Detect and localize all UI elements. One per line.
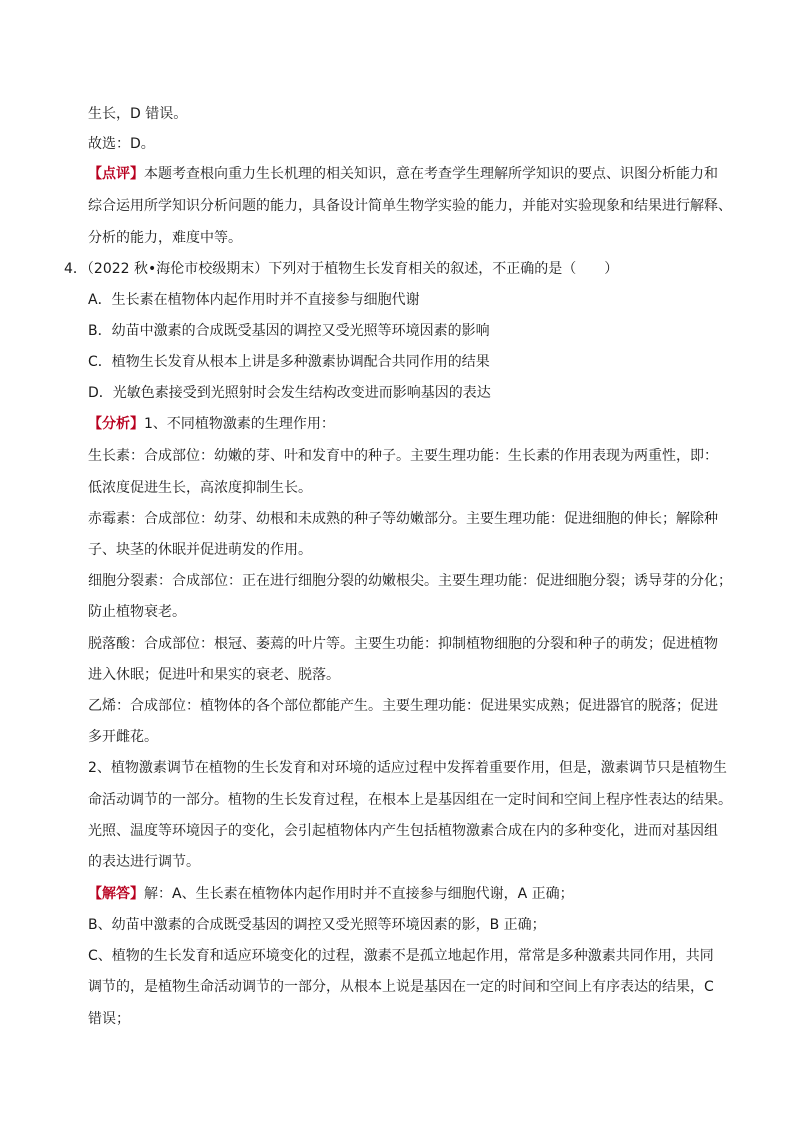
text-line: 【分析】1、不同植物激素的生理作用： (88, 416, 335, 432)
text-line: 【点评】本题考查根向重力生长机理的相关知识，意在考查学生理解所学知识的要点、识图分析能力和 (88, 166, 718, 182)
text-line: 调节的，是植物生命活动调节的一部分，从根本上说是基因在一定的时间和空间上有序表达的结果，C (88, 979, 714, 995)
text-line: 多开雌花。 (88, 729, 158, 745)
text-line: 进入休眠；促进叶和果实的衰老、脱落。 (88, 667, 340, 683)
option-a: A．生长素在植物体内起作用时并不直接参与细胞代谢 (88, 292, 420, 308)
text-line: 乙烯：合成部位：植物体的各个部位都能产生。主要生理功能：促进果实成熟；促进器官的脱落；促进 (88, 698, 718, 714)
text-line: 细胞分裂素：合成部位：正在进行细胞分裂的幼嫩根尖。主要生理功能：促进细胞分裂；诱导芽的分化； (88, 573, 732, 589)
text-line: 防止植物衰老。 (88, 604, 186, 620)
question-line: 4．（2022 秋•海伦市校级期末）下列对于植物生长发育相关的叙述，不正确的是（ ） (64, 261, 619, 277)
text-line: 命活动调节的一部分。植物的生长发育过程，在根本上是基因组在一定时间和空间上程序性表达的结果。 (88, 792, 732, 808)
text-line: 的表达进行调节。 (88, 854, 200, 870)
option-c: C．植物生长发育从根本上讲是多种激素协调配合共同作用的结果 (88, 354, 490, 370)
comment-tag: 【点评】 (88, 166, 144, 182)
text-line: 分析的能力，难度中等。 (88, 230, 242, 246)
text-line: 低浓度促进生长，高浓度抑制生长。 (88, 480, 312, 496)
text-line: C、植物的生长发育和适应环境变化的过程，激素不是孤立地起作用，常常是多种激素共同作用，共同 (88, 948, 714, 964)
option-b: B．幼苗中激素的合成既受基因的调控又受光照等环境因素的影响 (88, 323, 490, 339)
text-line: 综合运用所学知识分析问题的能力，具备设计简单生物学实验的能力，并能对实验现象和结果进行解释、 (88, 198, 732, 214)
answer-tag: 【解答】 (88, 886, 144, 902)
text-line: 脱落酸：合成部位：根冠、萎蔫的叶片等。主要生功能：抑制植物细胞的分裂和种子的萌发；促进植物 (88, 636, 718, 652)
text-line: 错误； (88, 1011, 130, 1027)
text-line: B、幼苗中激素的合成既受基因的调控又受光照等环境因素的影，B 正确； (88, 917, 546, 933)
text-line: 生长素：合成部位：幼嫩的芽、叶和发育中的种子。主要生理功能：生长素的作用表现为两重性，即： (88, 448, 718, 464)
text-line: 【解答】解：A、生长素在植物体内起作用时并不直接参与细胞代谢，A 正确； (88, 886, 574, 902)
text-line: 生长，D 错误。 (88, 106, 188, 122)
text-line: 光照、温度等环境因子的变化，会引起植物体内产生包括植物激素合成在内的多种变化，进而对基因组 (88, 823, 718, 839)
text-line: 赤霉素：合成部位：幼芽、幼根和未成熟的种子等幼嫩部分。主要生理功能：促进细胞的伸长；解除种 (88, 511, 718, 527)
text-line: 子、块茎的休眠并促进萌发的作用。 (88, 542, 312, 558)
option-d: D．光敏色素接受到光照射时会发生结构改变进而影响基因的表达 (88, 385, 491, 401)
analysis-tag: 【分析】 (88, 416, 144, 432)
text-line: 故选：D。 (88, 136, 155, 152)
text-line: 2、植物激素调节在植物的生长发育和对环境的适应过程中发挥着重要作用，但是，激素调节只是植物生 (88, 760, 727, 776)
